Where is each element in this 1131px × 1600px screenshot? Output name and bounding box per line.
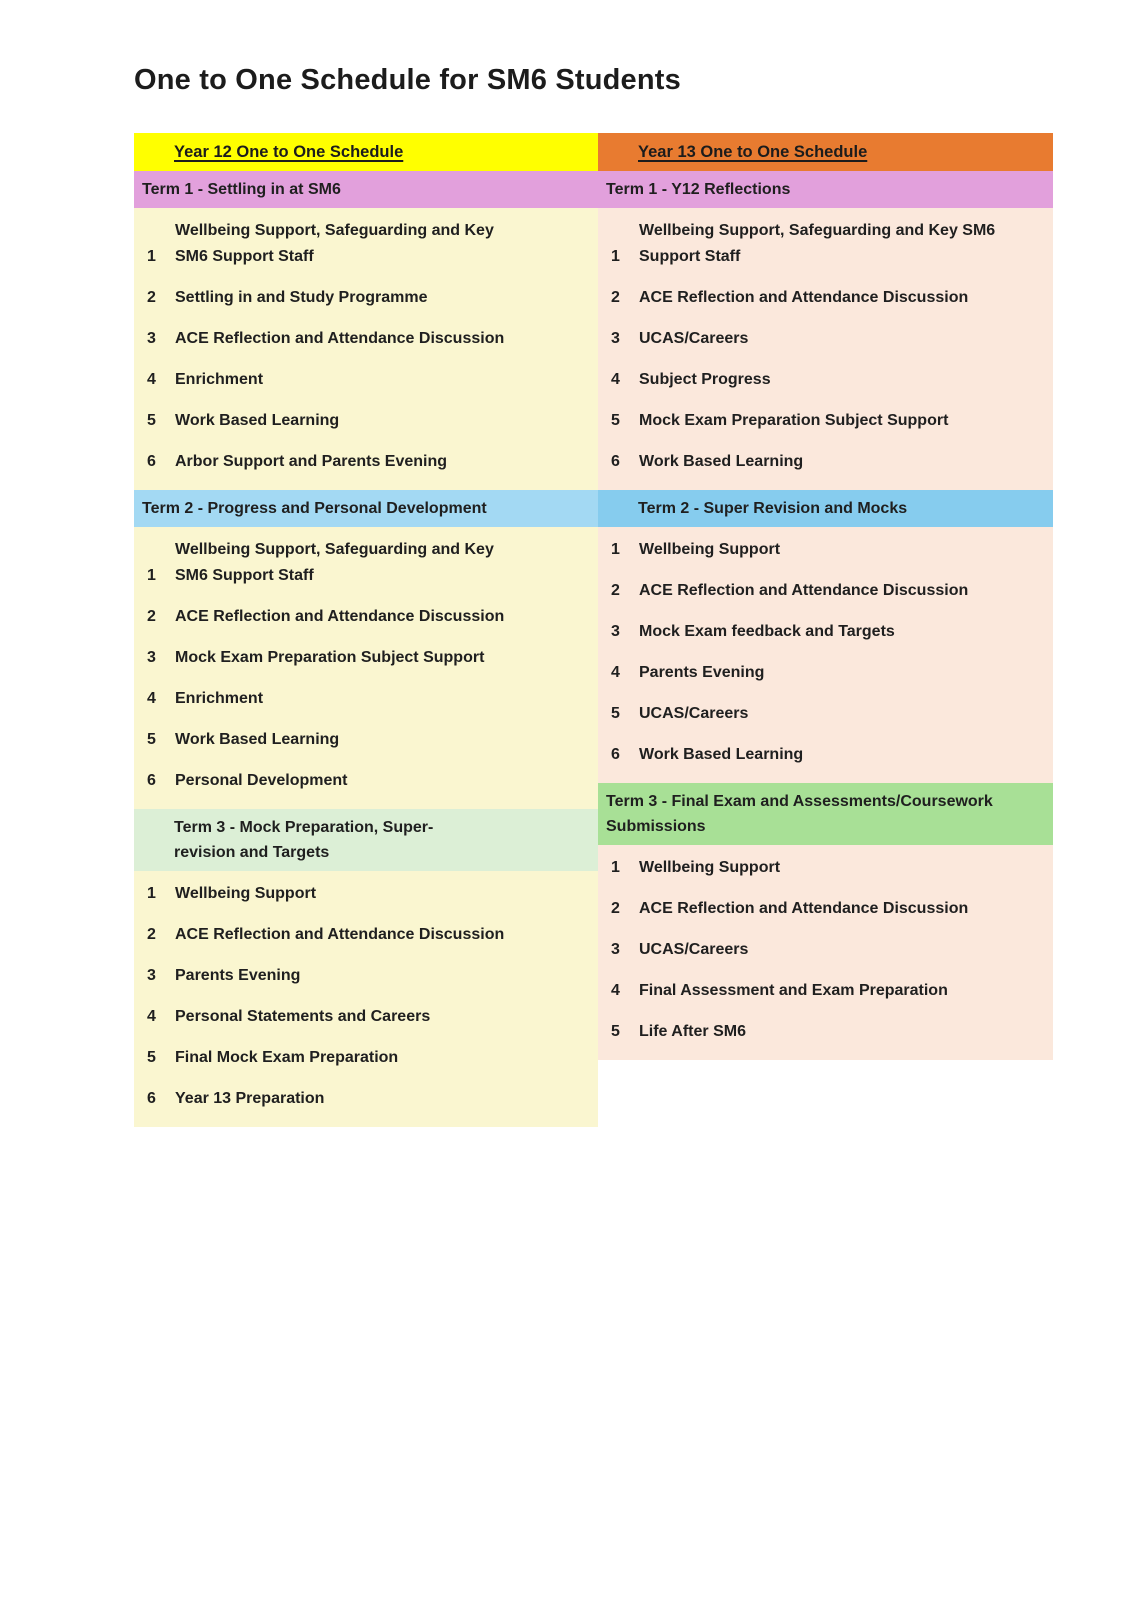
schedule-item	[134, 727, 598, 753]
item-text: Work Based Learning	[175, 731, 340, 748]
item-number: 3	[147, 967, 156, 984]
year13-term1-title: Term 1 - Y12 Reflections	[606, 181, 791, 198]
item-number: 3	[611, 623, 620, 640]
schedule-item	[598, 742, 1053, 768]
schedule-item	[598, 218, 1053, 270]
year13-term1-items	[598, 208, 1053, 490]
schedule-item	[134, 645, 598, 671]
schedule-item	[134, 537, 598, 589]
schedule-item	[134, 218, 598, 270]
item-text: Final Mock Exam Preparation	[175, 1049, 399, 1066]
schedule-item	[598, 1019, 1053, 1045]
item-text: Work Based Learning	[639, 453, 804, 470]
item-number: 5	[611, 1023, 620, 1040]
schedule-item	[134, 1004, 598, 1030]
item-number: 6	[611, 453, 620, 470]
item-number: 3	[147, 649, 156, 666]
item-number: 4	[611, 982, 620, 999]
item-text: ACE Reflection and Attendance Discussion	[175, 926, 505, 943]
item-number: 1	[147, 885, 156, 902]
item-text: Subject Progress	[639, 371, 771, 388]
item-text: ACE Reflection and Attendance Discussion	[175, 608, 505, 625]
item-text: Wellbeing Support	[639, 859, 781, 876]
item-number: 2	[611, 289, 620, 306]
year12-term1-items	[134, 208, 598, 490]
schedule-item	[134, 1086, 598, 1112]
column-year13	[598, 133, 1053, 1060]
year12-term2-title: Term 2 - Progress and Personal Development	[142, 500, 487, 517]
schedule-item	[134, 326, 598, 352]
item-number: 4	[611, 664, 620, 681]
page-title: One to One Schedule for SM6 Students	[134, 64, 681, 96]
item-number: 6	[147, 772, 156, 789]
item-number: 4	[147, 371, 156, 388]
schedule-item	[598, 978, 1053, 1004]
schedule-item	[598, 367, 1053, 393]
schedule-item	[598, 285, 1053, 311]
item-text: ACE Reflection and Attendance Discussion	[639, 289, 969, 306]
item-number: 2	[147, 926, 156, 943]
year13-term2-items	[598, 527, 1053, 783]
schedule-item	[598, 537, 1053, 563]
schedule-item	[134, 604, 598, 630]
schedule-item	[134, 367, 598, 393]
schedule-item	[598, 896, 1053, 922]
year13-year-header-label: Year 13 One to One Schedule	[638, 143, 868, 161]
item-number: 2	[611, 582, 620, 599]
schedule-item	[598, 449, 1053, 475]
item-text: Wellbeing Support, Safeguarding and Key SM6 Support Staff	[175, 541, 494, 584]
item-text: Mock Exam Preparation Subject Support	[639, 412, 949, 429]
schedule-item	[134, 686, 598, 712]
schedule-item	[598, 855, 1053, 881]
schedule-item	[598, 578, 1053, 604]
schedule-item	[598, 701, 1053, 727]
item-number: 4	[147, 690, 156, 707]
schedule-item	[134, 768, 598, 794]
year13-term3-header	[598, 783, 1053, 845]
item-number: 2	[147, 608, 156, 625]
item-text: Mock Exam feedback and Targets	[639, 623, 895, 640]
schedule-item	[134, 449, 598, 475]
item-number: 6	[147, 453, 156, 470]
schedule-item	[134, 1045, 598, 1071]
year12-year-header	[134, 133, 598, 171]
item-text: UCAS/Careers	[639, 330, 749, 347]
item-text: Wellbeing Support	[175, 885, 317, 902]
item-number: 5	[611, 705, 620, 722]
schedule-item	[134, 922, 598, 948]
item-number: 5	[611, 412, 620, 429]
item-text: Work Based Learning	[175, 412, 340, 429]
item-text: ACE Reflection and Attendance Discussion	[639, 900, 969, 917]
schedule-item	[134, 285, 598, 311]
item-text: UCAS/Careers	[639, 705, 749, 722]
schedule-item	[598, 326, 1053, 352]
schedule-table	[134, 133, 1053, 1127]
item-number: 1	[147, 567, 156, 584]
year13-term2-header	[598, 490, 1053, 527]
item-number: 2	[147, 289, 156, 306]
item-number: 3	[611, 330, 620, 347]
item-number: 5	[147, 1049, 156, 1066]
item-number: 5	[147, 731, 156, 748]
item-text: Wellbeing Support	[639, 541, 781, 558]
item-number: 2	[611, 900, 620, 917]
schedule-item	[598, 937, 1053, 963]
item-text: Work Based Learning	[639, 746, 804, 763]
item-number: 1	[611, 541, 620, 558]
year12-year-header-label: Year 12 One to One Schedule	[174, 143, 404, 161]
item-text: Personal Statements and Careers	[175, 1008, 431, 1025]
year12-term1-title: Term 1 - Settling in at SM6	[142, 181, 341, 198]
year13-term1-header	[598, 171, 1053, 208]
item-text: UCAS/Careers	[639, 941, 749, 958]
item-text: Parents Evening	[175, 967, 301, 984]
year12-term3-title: Term 3 - Mock Preparation, Super-revision and Targets	[174, 819, 434, 861]
item-text: Settling in and Study Programme	[175, 289, 428, 306]
item-number: 3	[147, 330, 156, 347]
item-text: Year 13 Preparation	[175, 1090, 325, 1107]
item-number: 4	[147, 1008, 156, 1025]
schedule-item	[598, 619, 1053, 645]
item-text: Mock Exam Preparation Subject Support	[175, 649, 485, 666]
item-text: Personal Development	[175, 772, 348, 789]
schedule-item	[134, 881, 598, 907]
item-text: ACE Reflection and Attendance Discussion	[175, 330, 505, 347]
schedule-item	[598, 660, 1053, 686]
item-number: 6	[611, 746, 620, 763]
item-text: Wellbeing Support, Safeguarding and Key SM6 Support Staff	[175, 222, 494, 265]
item-text: Enrichment	[175, 690, 264, 707]
item-text: Wellbeing Support, Safeguarding and Key SM6 Support Staff	[639, 222, 996, 265]
item-number: 1	[147, 248, 156, 265]
item-text: ACE Reflection and Attendance Discussion	[639, 582, 969, 599]
year12-term3-items	[134, 871, 598, 1127]
item-number: 1	[611, 859, 620, 876]
year13-term3-title: Term 3 - Final Exam and Assessments/Coursework Submissions	[606, 793, 993, 835]
year12-term2-items	[134, 527, 598, 809]
item-number: 1	[611, 248, 620, 265]
schedule-item	[134, 963, 598, 989]
item-text: Life After SM6	[639, 1023, 746, 1040]
column-year12	[134, 133, 598, 1127]
item-number: 5	[147, 412, 156, 429]
item-text: Arbor Support and Parents Evening	[175, 453, 448, 470]
item-text: Enrichment	[175, 371, 264, 388]
item-text: Parents Evening	[639, 664, 765, 681]
year12-term2-header	[134, 490, 598, 527]
item-number: 4	[611, 371, 620, 388]
year12-term3-header	[134, 809, 598, 871]
item-number: 3	[611, 941, 620, 958]
item-text: Final Assessment and Exam Preparation	[639, 982, 948, 999]
year12-term1-header	[134, 171, 598, 208]
year13-term2-title: Term 2 - Super Revision and Mocks	[638, 500, 908, 517]
item-number: 6	[147, 1090, 156, 1107]
schedule-item	[134, 408, 598, 434]
year13-term3-items	[598, 845, 1053, 1060]
schedule-item	[598, 408, 1053, 434]
year13-year-header	[598, 133, 1053, 171]
